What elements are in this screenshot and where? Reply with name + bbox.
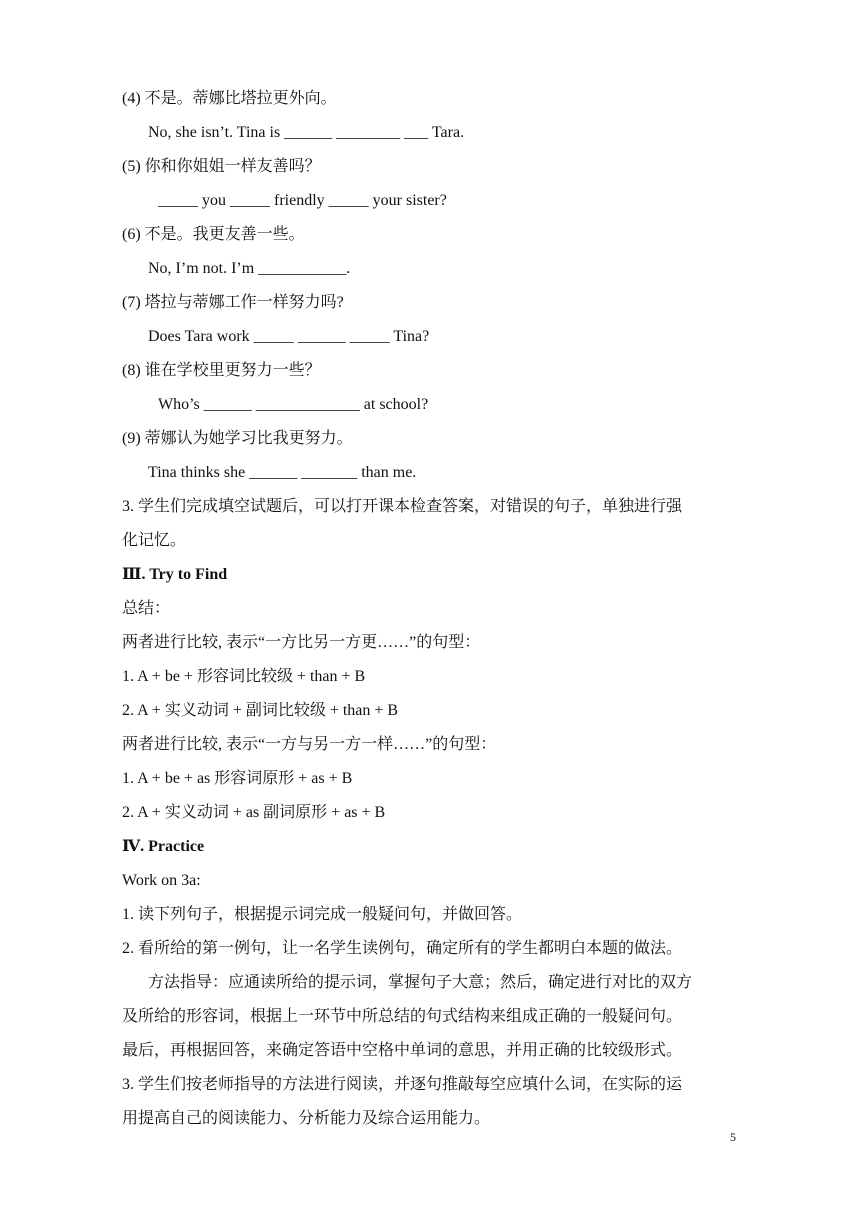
practice-step-3-line2: 用提高自己的阅读能力、分析能力及综合运用能力。 [122, 1110, 491, 1127]
q9-chinese: (9) 蒂娜认为她学习比我更努力。 [122, 430, 353, 447]
section-3-title: Ⅲ. Try to Find [122, 566, 228, 583]
practice-step-1: 1. 读下列句子，根据提示词完成一般疑问句，并做回答。 [122, 906, 523, 923]
page-number: 5 [730, 1130, 736, 1144]
practice-step-3-line1: 3. 学生们按老师指导的方法进行阅读，并逐句推敲每空应填什么词，在实际的运 [122, 1076, 683, 1093]
step3-line2: 化记忆。 [122, 532, 187, 549]
rule-1: 1. A + be + 形容词比较级 + than + B [122, 668, 366, 685]
q6-english: No, I’m not. I’m ___________. [148, 260, 351, 277]
work-on-label: Work on 3a: [122, 872, 201, 889]
q4-english: No, she isn’t. Tina is ______ ________ ___ Tara. [148, 124, 465, 141]
method-line-3: 最后，再根据回答，来确定答语中空格中单词的意思，并用正确的比较级形式。 [122, 1042, 683, 1059]
q6-chinese: (6) 不是。我更友善一些。 [122, 226, 305, 243]
method-line-2: 及所给的形容词，根据上一环节中所总结的句式结构来组成正确的一般疑问句。 [122, 1008, 683, 1025]
rule-3: 1. A + be + as 形容词原形 + as + B [122, 770, 353, 787]
q8-chinese: (8) 谁在学校里更努力一些？ [122, 362, 321, 379]
rule-2: 2. A + 实义动词 + 副词比较级 + than + B [122, 702, 399, 719]
method-line-1: 方法指导：应通读所给的提示词，掌握句子大意；然后，确定进行对比的双方 [148, 974, 693, 991]
step3-line1: 3. 学生们完成填空试题后，可以打开课本检查答案，对错误的句子，单独进行强 [122, 498, 683, 515]
q4-chinese: (4) 不是。蒂娜比塔拉更外向。 [122, 90, 337, 107]
q8-english: Who’s ______ _____________ at school? [158, 396, 429, 413]
section-4-title: Ⅳ. Practice [122, 838, 205, 855]
q7-english: Does Tara work _____ ______ _____ Tina? [148, 328, 430, 345]
compare-intro-1: 两者进行比较, 表示“一方比另一方更……”的句型： [122, 634, 481, 651]
q9-english: Tina thinks she ______ _______ than me. [148, 464, 417, 481]
compare-intro-2: 两者进行比较, 表示“一方与另一方一样……”的句型： [122, 736, 497, 753]
q5-english: _____ you _____ friendly _____ your sister? [158, 192, 447, 209]
practice-step-2: 2. 看所给的第一例句，让一名学生读例句，确定所有的学生都明白本题的做法。 [122, 940, 683, 957]
q5-chinese: (5) 你和你姐姐一样友善吗？ [122, 158, 321, 175]
q7-chinese: (7) 塔拉与蒂娜工作一样努力吗? [122, 294, 344, 311]
summary-label: 总结： [122, 600, 171, 617]
rule-4: 2. A + 实义动词 + as 副词原形 + as + B [122, 804, 386, 821]
